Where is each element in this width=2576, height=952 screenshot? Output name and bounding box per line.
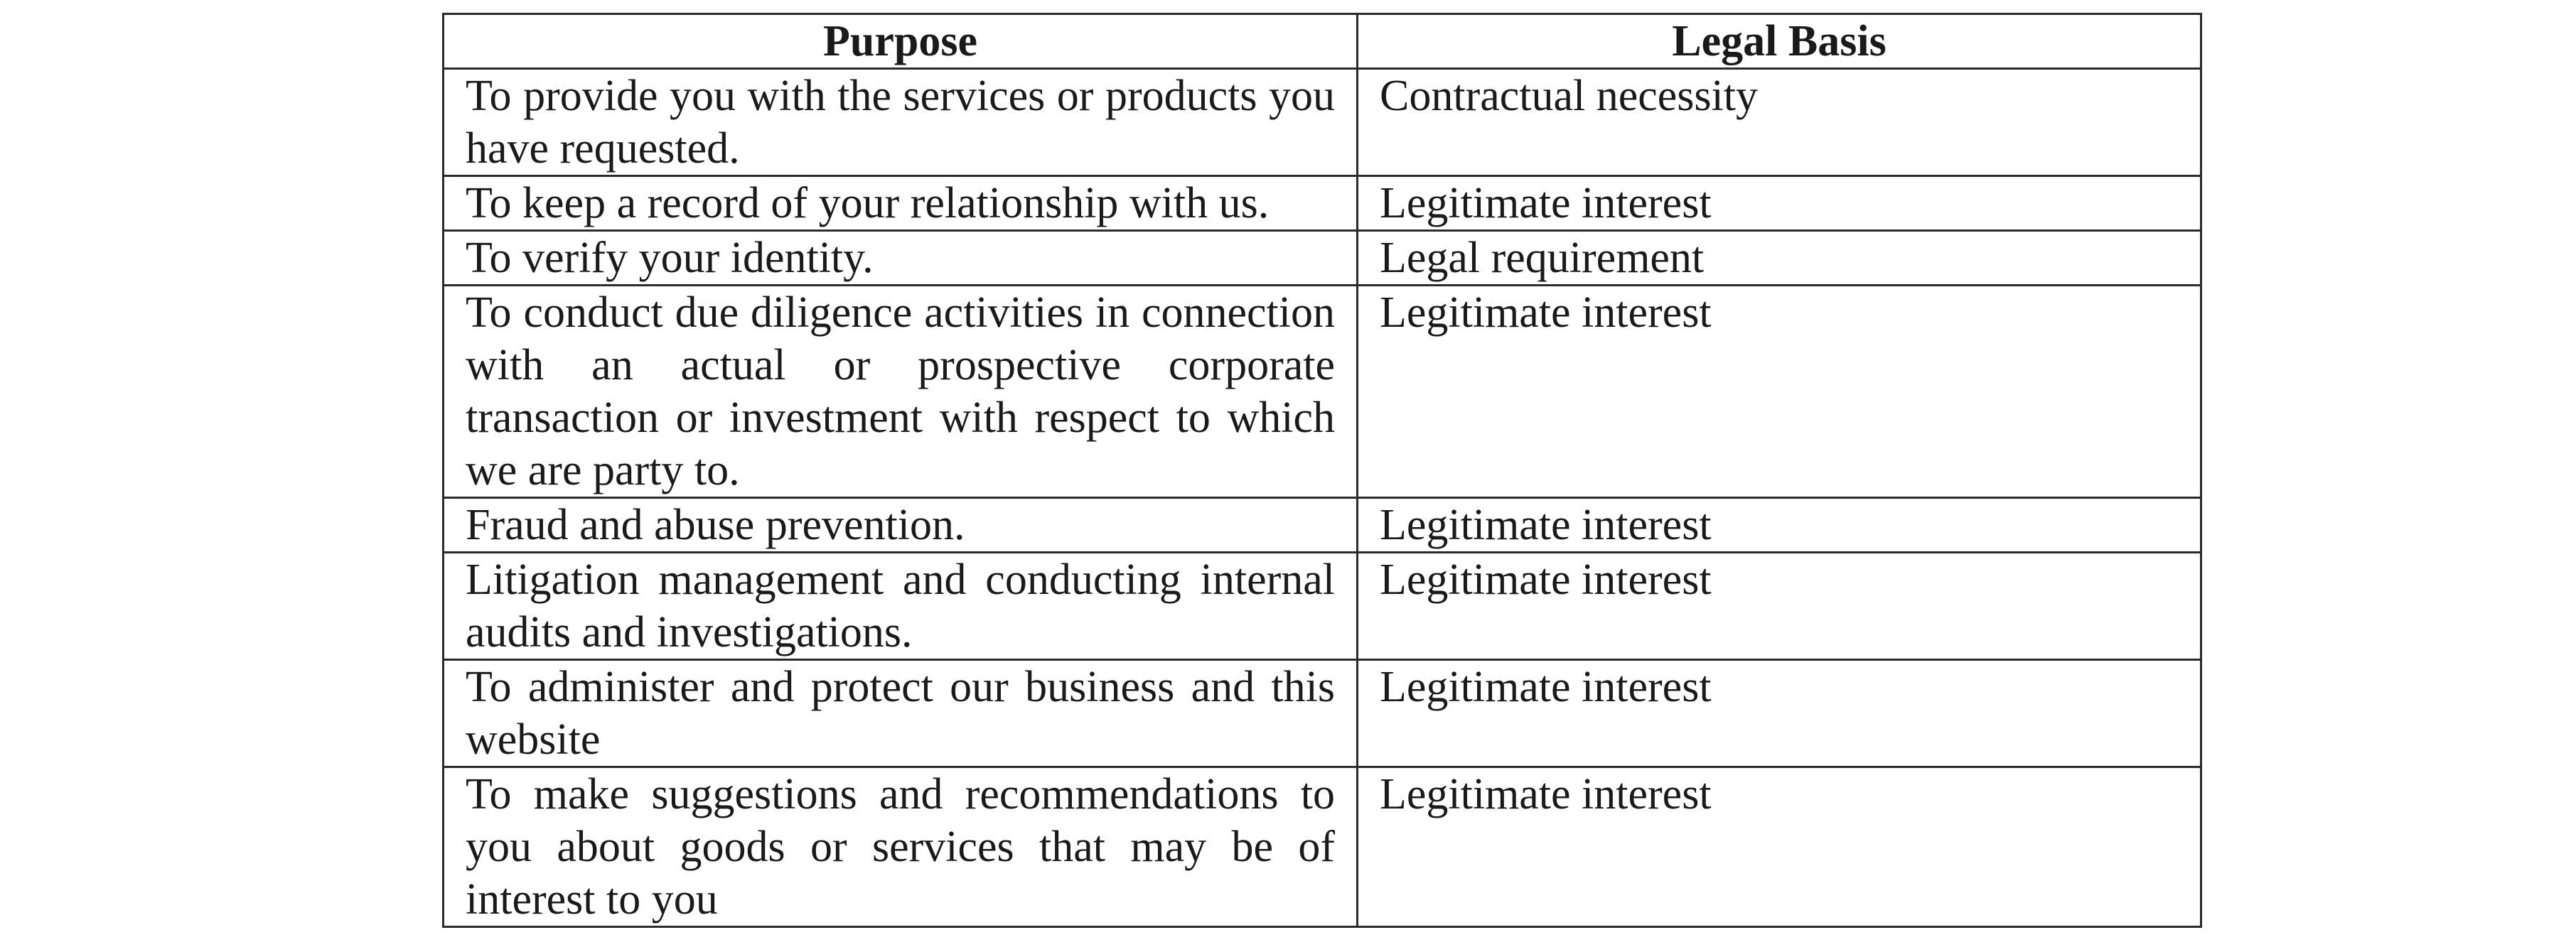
- table-header-row: [444, 14, 2201, 69]
- purpose-legal-basis-table: [442, 13, 2202, 928]
- header-purpose: Purpose: [444, 14, 1358, 69]
- table-row: [444, 286, 2201, 498]
- purpose-cell: Litigation management and conducting internal audits and investigations.: [444, 553, 1358, 660]
- legal-basis-cell: Legitimate interest: [1358, 286, 2201, 498]
- table-row: [444, 767, 2201, 927]
- legal-basis-cell: Legal requirement: [1358, 231, 2201, 286]
- legal-basis-cell: Legitimate interest: [1358, 498, 2201, 553]
- table-row: [444, 498, 2201, 553]
- purpose-cell: To make suggestions and recommendations to you about goods or services that may be of interest to you: [444, 767, 1358, 927]
- purpose-cell: To administer and protect our business and this website: [444, 660, 1358, 767]
- table-row: [444, 553, 2201, 660]
- purpose-cell: To keep a record of your relationship with us.: [444, 176, 1358, 231]
- legal-basis-cell: Contractual necessity: [1358, 69, 2201, 176]
- table-row: [444, 176, 2201, 231]
- legal-basis-cell: Legitimate interest: [1358, 660, 2201, 767]
- header-legal-basis: Legal Basis: [1358, 14, 2201, 69]
- purpose-cell: Fraud and abuse prevention.: [444, 498, 1358, 553]
- purpose-cell: To verify your identity.: [444, 231, 1358, 286]
- legal-basis-cell: Legitimate interest: [1358, 553, 2201, 660]
- table-row: [444, 660, 2201, 767]
- table-row: [444, 69, 2201, 176]
- legal-basis-cell: Legitimate interest: [1358, 176, 2201, 231]
- purpose-cell: To provide you with the services or products you have requested.: [444, 69, 1358, 176]
- purpose-cell: To conduct due diligence activities in connection with an actual or prospective corporate transaction or investment with respect to which we are party to.: [444, 286, 1358, 498]
- table-row: [444, 231, 2201, 286]
- legal-basis-cell: Legitimate interest: [1358, 767, 2201, 927]
